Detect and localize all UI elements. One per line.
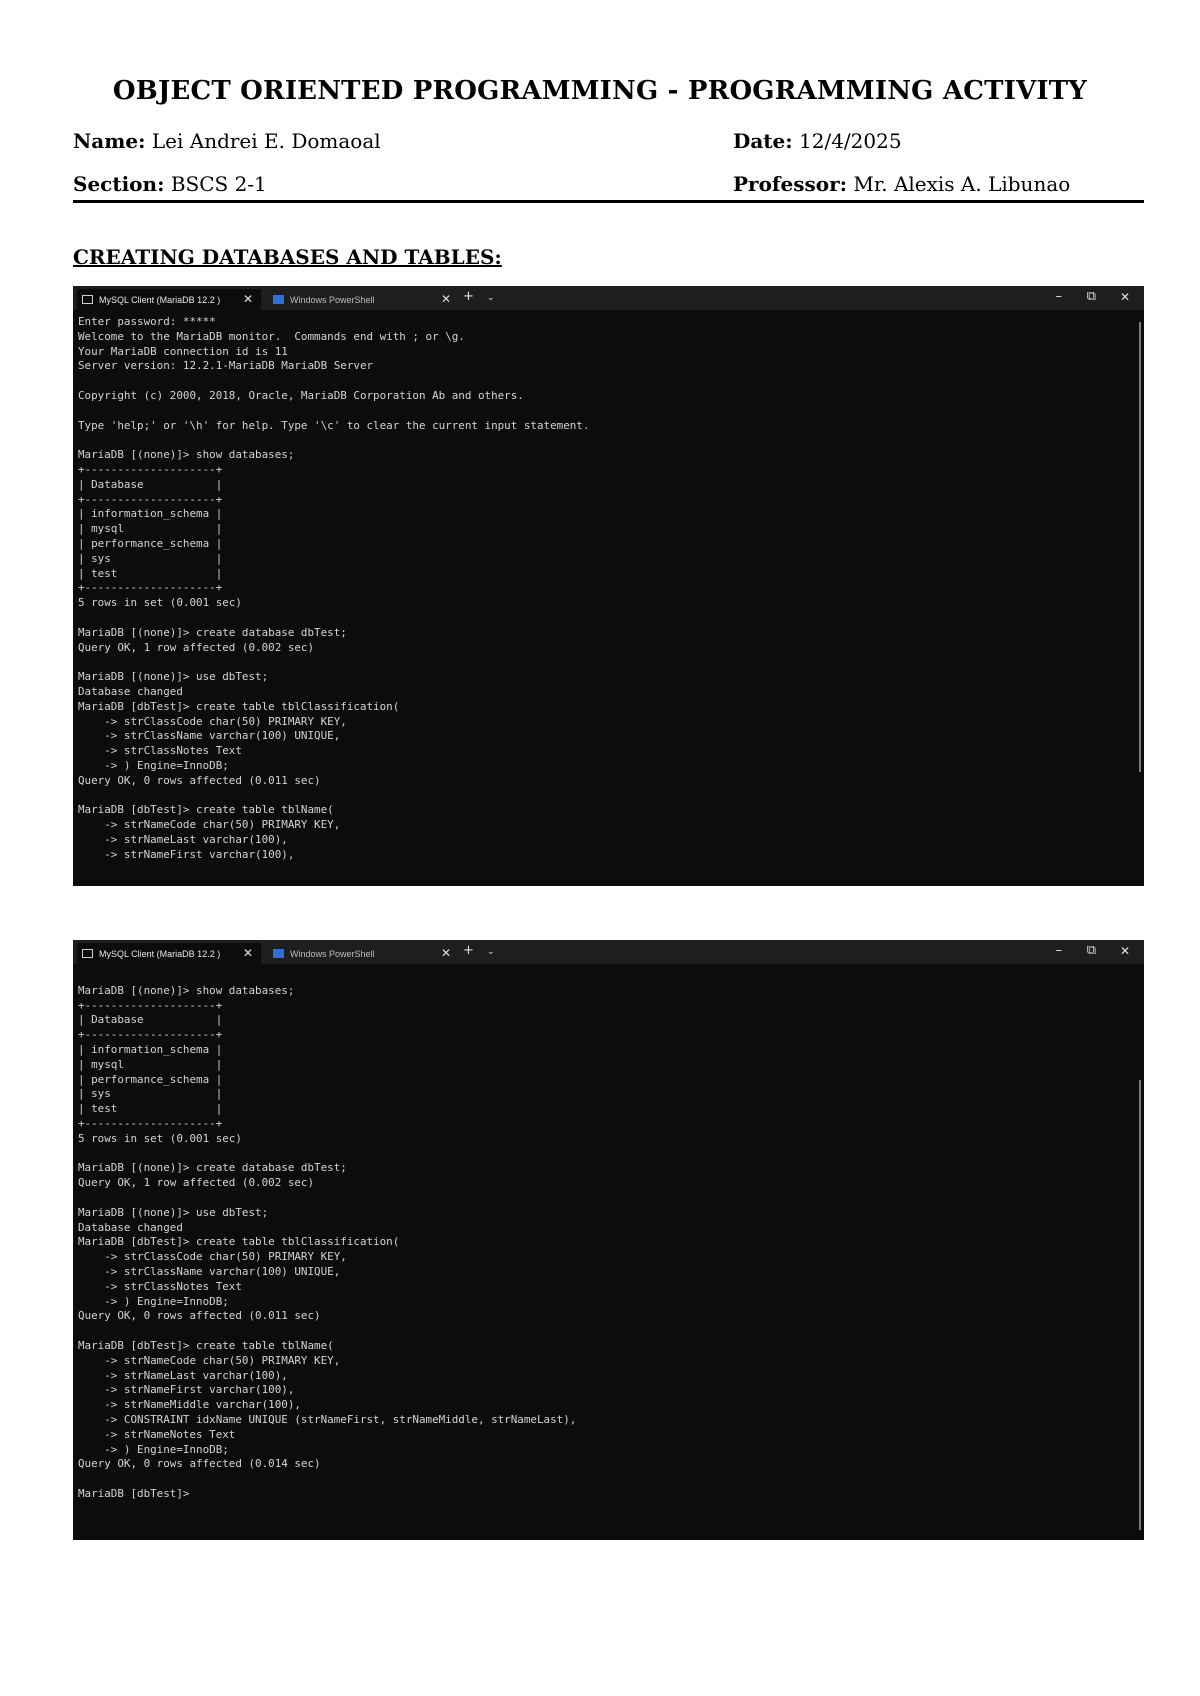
- tab-powershell[interactable]: [269, 943, 459, 964]
- date-field: [733, 129, 902, 153]
- restore-icon[interactable]: ⧉: [1086, 943, 1096, 958]
- professor-value: Mr. Alexis A. Libunao: [853, 172, 1071, 196]
- terminal-icon: [82, 295, 93, 304]
- powershell-icon: [273, 295, 284, 304]
- date-value: 12/4/2025: [799, 129, 902, 153]
- terminal-screenshot-2: [73, 940, 1144, 1540]
- close-tab-icon[interactable]: ✕: [440, 292, 451, 306]
- name-field: [73, 129, 381, 153]
- tab-label: Windows PowerShell: [290, 294, 375, 305]
- terminal-screenshot-1: [73, 286, 1144, 886]
- window-close-icon[interactable]: ✕: [1119, 290, 1130, 304]
- scrollbar[interactable]: [1139, 1080, 1141, 1530]
- powershell-icon: [273, 949, 284, 958]
- tab-dropdown-icon[interactable]: ⌄: [487, 293, 495, 303]
- tab-label: MySQL Client (MariaDB 12.2 ): [99, 948, 221, 959]
- tab-powershell[interactable]: [269, 289, 459, 310]
- close-tab-icon[interactable]: ✕: [440, 946, 451, 960]
- meta-row-name-date: [73, 129, 1143, 159]
- tab-label: MySQL Client (MariaDB 12.2 ): [99, 294, 221, 305]
- close-tab-icon[interactable]: ✕: [242, 292, 253, 306]
- tab-label: Windows PowerShell: [290, 948, 375, 959]
- window-close-icon[interactable]: ✕: [1119, 944, 1130, 958]
- meta-row-section-professor: [73, 172, 1143, 202]
- document-title: OBJECT ORIENTED PROGRAMMING - PROGRAMMING ACTIVITY: [112, 76, 1088, 106]
- scrollbar[interactable]: [1139, 322, 1141, 772]
- terminal-tabbar: [73, 940, 1144, 964]
- name-label: Name:: [73, 129, 146, 153]
- terminal-tabbar: [73, 286, 1144, 310]
- minimize-icon[interactable]: –: [1055, 943, 1062, 958]
- header-divider: [73, 200, 1144, 203]
- tab-dropdown-icon[interactable]: ⌄: [487, 947, 495, 957]
- terminal-output: MariaDB [(none)]> show databases; +--------------------+ | Database | +--------------------+ | information_schema | | mysql | | performance_schema | | sys | | test | +--------------------+ 5 rows in set (0.001 sec) MariaDB [(none)]> create database dbTest; Query OK, 1 row affected (0.002 sec) MariaDB [(none)]> use dbTest; Database changed MariaDB [dbTest]> create table tblClassification( -> strClassCode char(50) PRIMARY KEY, -> strClassName varchar(100) UNIQUE, -> strClassNotes Text -> ) Engine=InnoDB; Query OK, 0 rows affected (0.011 sec) MariaDB [dbTest]> create table tblName( -> strNameCode char(50) PRIMARY KEY, -> strNameLast varchar(100), -> strNameFirst varchar(100), -> strNameMiddle varchar(100), -> CONSTRAINT idxName UNIQUE (strNameFirst, strNameMiddle, strNameLast), -> strNameNotes Text -> ) Engine=InnoDB; Query OK, 0 rows affected (0.014 sec) MariaDB [dbTest]>: [78, 983, 577, 1500]
- close-tab-icon[interactable]: ✕: [242, 946, 253, 960]
- section-heading: CREATING DATABASES AND TABLES:: [73, 245, 502, 269]
- minimize-icon[interactable]: –: [1055, 289, 1062, 304]
- professor-field: [733, 172, 1070, 196]
- restore-icon[interactable]: ⧉: [1086, 289, 1096, 304]
- terminal-output: Enter password: ***** Welcome to the MariaDB monitor. Commands end with ; or \g. Your MariaDB connection id is 11 Server version: 12.2.1-MariaDB MariaDB Server Copyright (c) 2000, 2018, Oracle, MariaDB Corporation Ab and others. Type 'help;' or '\h' for help. Type '\c' to clear the current input statement. MariaDB [(none)]> show databases; +--------------------+ | Database | +--------------------+ | information_schema | | mysql | | performance_schema | | sys | | test | +--------------------+ 5 rows in set (0.001 sec) MariaDB [(none)]> create database dbTest; Query OK, 1 row affected (0.002 sec) MariaDB [(none)]> use dbTest; Database changed MariaDB [dbTest]> create table tblClassification( -> strClassCode char(50) PRIMARY KEY, -> strClassName varchar(100) UNIQUE, -> strClassNotes Text -> ) Engine=InnoDB; Query OK, 0 rows affected (0.011 sec) MariaDB [dbTest]> create table tblName( -> strNameCode char(50) PRIMARY KEY, -> strNameLast varchar(100), -> strNameFirst varchar(100),: [78, 315, 590, 861]
- date-label: Date:: [733, 129, 793, 153]
- tab-mysql-client[interactable]: [77, 289, 261, 310]
- name-value: Lei Andrei E. Domaoal: [151, 129, 381, 153]
- new-tab-plus-icon[interactable]: +: [463, 289, 474, 304]
- tab-mysql-client[interactable]: [77, 943, 261, 964]
- section-field: [73, 172, 267, 196]
- new-tab-plus-icon[interactable]: +: [463, 943, 474, 958]
- terminal-icon: [82, 949, 93, 958]
- section-value: BSCS 2-1: [170, 172, 267, 196]
- section-label: Section:: [73, 172, 165, 196]
- professor-label: Professor:: [733, 172, 848, 196]
